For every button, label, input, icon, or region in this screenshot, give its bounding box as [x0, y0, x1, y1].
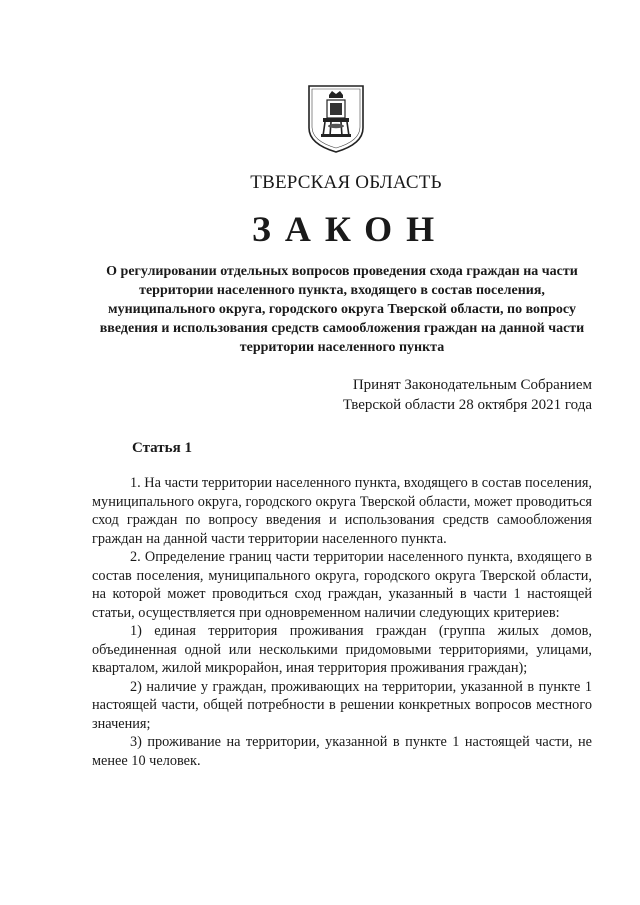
adoption-line-2: Тверской области 28 октября 2021 года	[342, 397, 592, 413]
article-title: Статья 1	[132, 440, 192, 456]
article-paragraph: 2) наличие у граждан, проживающих на территории, указанной в пункте 1 настоящей части, общей потребности в решении конкретных вопросов местного значения;	[92, 678, 592, 732]
region-name: ТВЕРСКАЯ ОБЛАСТЬ	[250, 172, 442, 193]
article-paragraph: 1. На части территории населенного пункта, входящего в состав поселения, муниципального округа, городского округа Тверской области, может проводиться сход граждан по вопросу введения и использования средств самообложения граждан на данной части территории населенного пункта.	[92, 475, 592, 547]
article-body	[92, 474, 592, 770]
article-paragraph: 1) единая территория проживания граждан (группа жилых домов, объединенная одной или несколькими придомовыми территориями, улицами, кварталом, жилой микрорайон, иная территория проживания граждан);	[92, 623, 592, 676]
document-type-title: ЗАКОН	[251, 209, 449, 249]
adoption-note	[343, 375, 592, 415]
article-paragraph: 2. Определение границ части территории населенного пункта, входящего в состав поселения, муниципального округа, городского округа Тверской области, на которой может проводиться сход граждан, указанный в части 1 настоящей статьи, осуществляется при одновременном наличии следующих критериев:	[92, 549, 592, 621]
law-heading: О регулировании отдельных вопросов проведения схода граждан на части территории населенного пункта, входящего в состав поселения, муниципального округа, городского округа Тверской области, по вопросу введения и использования средств самообложения граждан на данной части территории населенного пункта	[99, 264, 585, 355]
adoption-line-1: Принят Законодательным Собранием	[352, 377, 592, 393]
article-paragraph: 3) проживание на территории, указанной в пункте 1 настоящей части, не менее 10 человек.	[92, 734, 592, 769]
tver-coat-of-arms-icon	[303, 82, 369, 154]
